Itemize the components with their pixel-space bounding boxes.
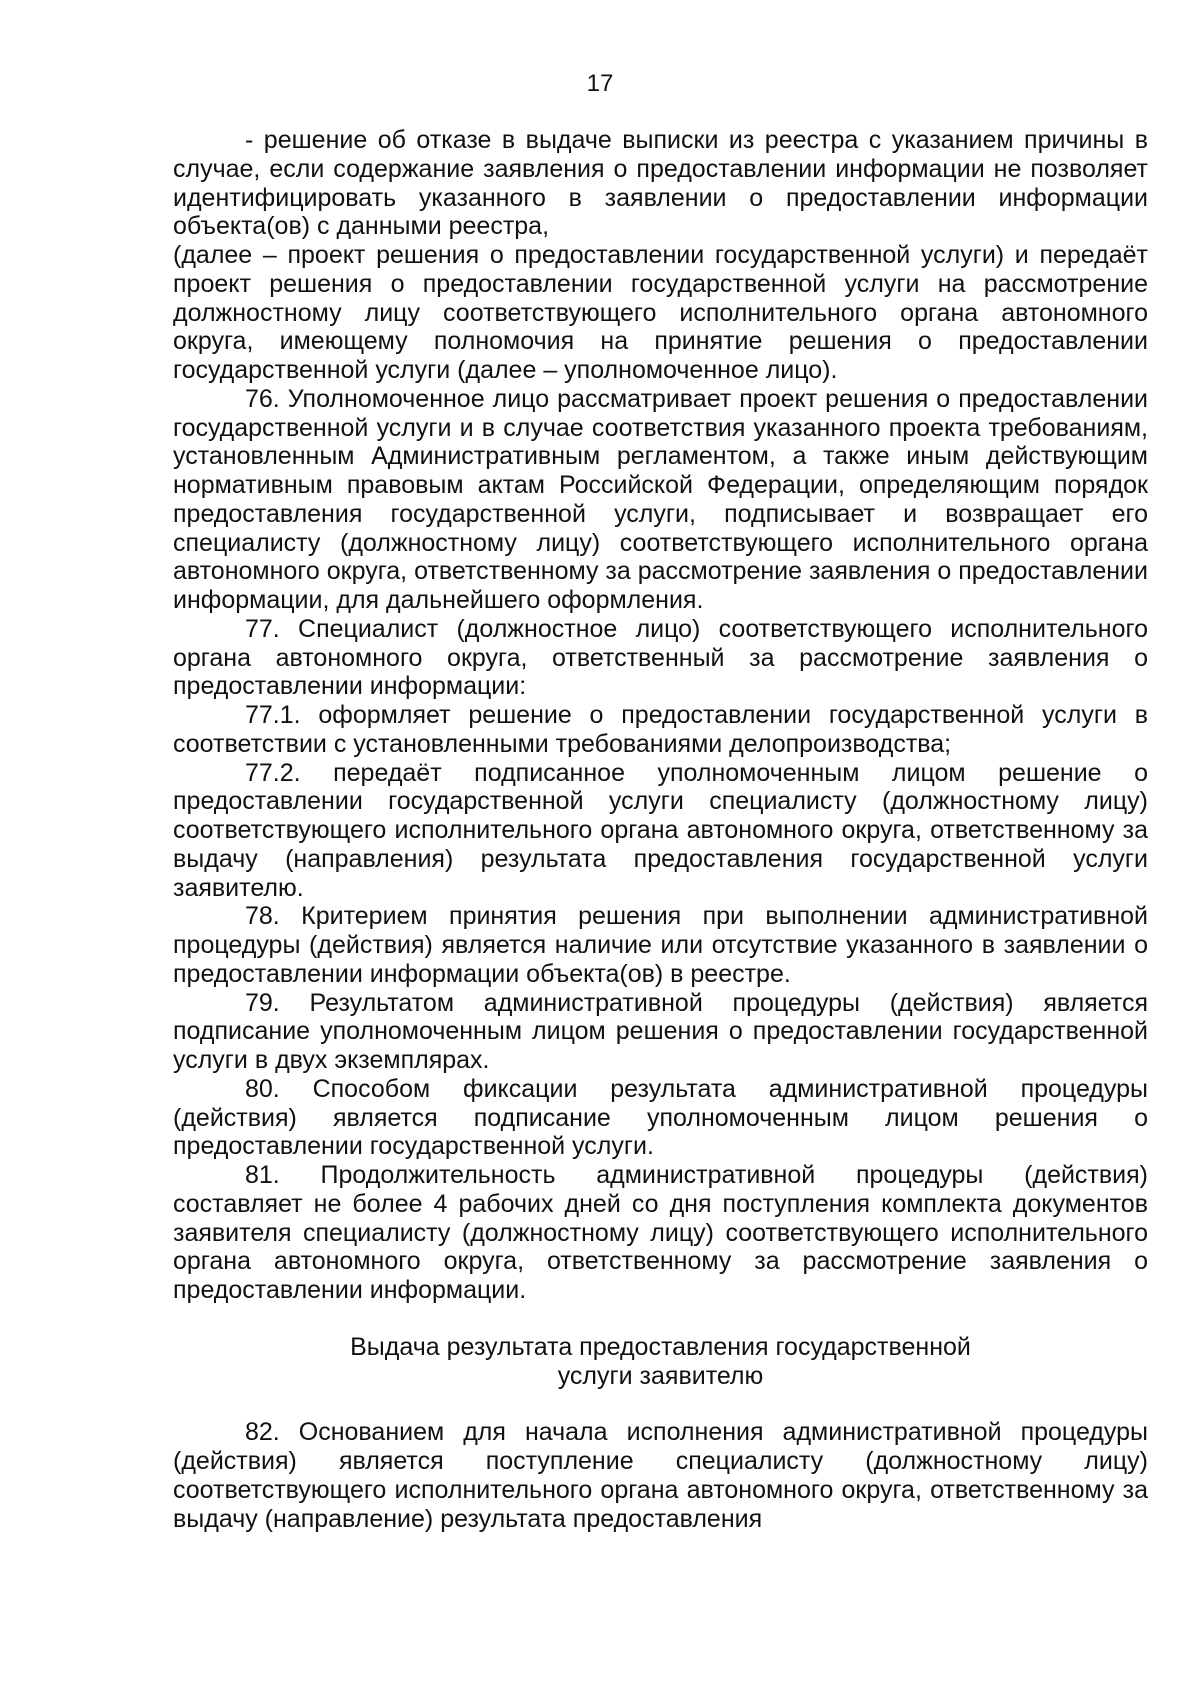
paragraph-81: 81. Продолжительность административной процедуры (действия) составляет не более 4 рабочих дней со дня поступления комплекта документов заявителя специалисту (должностному лицу) соответствующего исполнительного органа автономного округа, ответственному за рассмотрение заявления о предоставлении информации. bbox=[173, 1161, 1148, 1304]
paragraph-80: 80. Способом фиксации результата административной процедуры (действия) является подписание уполномоченным лицом решения о предоставлении государственной услуги. bbox=[173, 1074, 1148, 1161]
page-number: 17 bbox=[586, 70, 614, 97]
paragraph-77-1: 77.1. оформляет решение о предоставлении государственной услуги в соответствии с установленными требованиями делопроизводства; bbox=[173, 701, 1148, 758]
document-body bbox=[173, 126, 1148, 1533]
paragraph-refusal-decision: - решение об отказе в выдаче выписки из реестра с указанием причины в случае, если содержание заявления о предоставлении информации не позволяет идентифицировать указанного в заявлении о предоставлении информации объекта(ов) с данными реестра, bbox=[173, 126, 1148, 241]
paragraph-76: 76. Уполномоченное лицо рассматривает проект решения о предоставлении государственной услуги и в случае соответствия указанного проекта требованиям, установленным Административным регламентом, а также иным действующим нормативным правовым актам Российской Федерации, определяющим порядок предоставления государственной услуги, подписывает и возвращает его специалисту (должностному лицу) соответствующего исполнительного органа автономного округа, ответственному за рассмотрение заявления о предоставлении информации, для дальнейшего оформления. bbox=[173, 384, 1148, 614]
paragraph-77-2: 77.2. передаёт подписанное уполномоченным лицом решение о предоставлении государственной услуги специалисту (должностному лицу) соответствующего исполнительного органа автономного округа, ответственному за выдачу (направления) результата предоставления государственной услуги заявителю. bbox=[173, 758, 1148, 902]
paragraph-79: 79. Результатом административной процедуры (действия) является подписание уполномоченным лицом решения о предоставлении государственной услуги в двух экземплярах. bbox=[173, 988, 1148, 1074]
paragraph-78: 78. Критерием принятия решения при выполнении административной процедуры (действия) является наличие или отсутствие указанного в заявлении о предоставлении информации объекта(ов) в реестре. bbox=[173, 902, 1148, 988]
paragraph-77: 77. Специалист (должностное лицо) соответствующего исполнительного органа автономного округа, ответственный за рассмотрение заявления о предоставлении информации: bbox=[173, 614, 1148, 701]
section-heading-line-2: услуги заявителю bbox=[557, 1361, 764, 1390]
paragraph-82: 82. Основанием для начала исполнения административной процедуры (действия) является поступление специалисту (должностному лицу) соответствующего исполнительного органа автономного округа, ответственному за выдачу (направление) результата предоставления bbox=[173, 1418, 1148, 1533]
paragraph-draft-decision: (далее – проект решения о предоставлении государственной услуги) и передаёт проект решения о предоставлении государственной услуги на рассмотрение должностному лицу соответствующего исполнительного органа автономного округа, имеющему полномочия на принятие решения о предоставлении государственной услуги (далее – уполномоченное лицо). bbox=[173, 241, 1148, 384]
spacer bbox=[173, 1390, 1148, 1418]
section-heading-line-1: Выдача результата предоставления государственной bbox=[350, 1332, 971, 1361]
spacer bbox=[173, 1305, 1148, 1333]
